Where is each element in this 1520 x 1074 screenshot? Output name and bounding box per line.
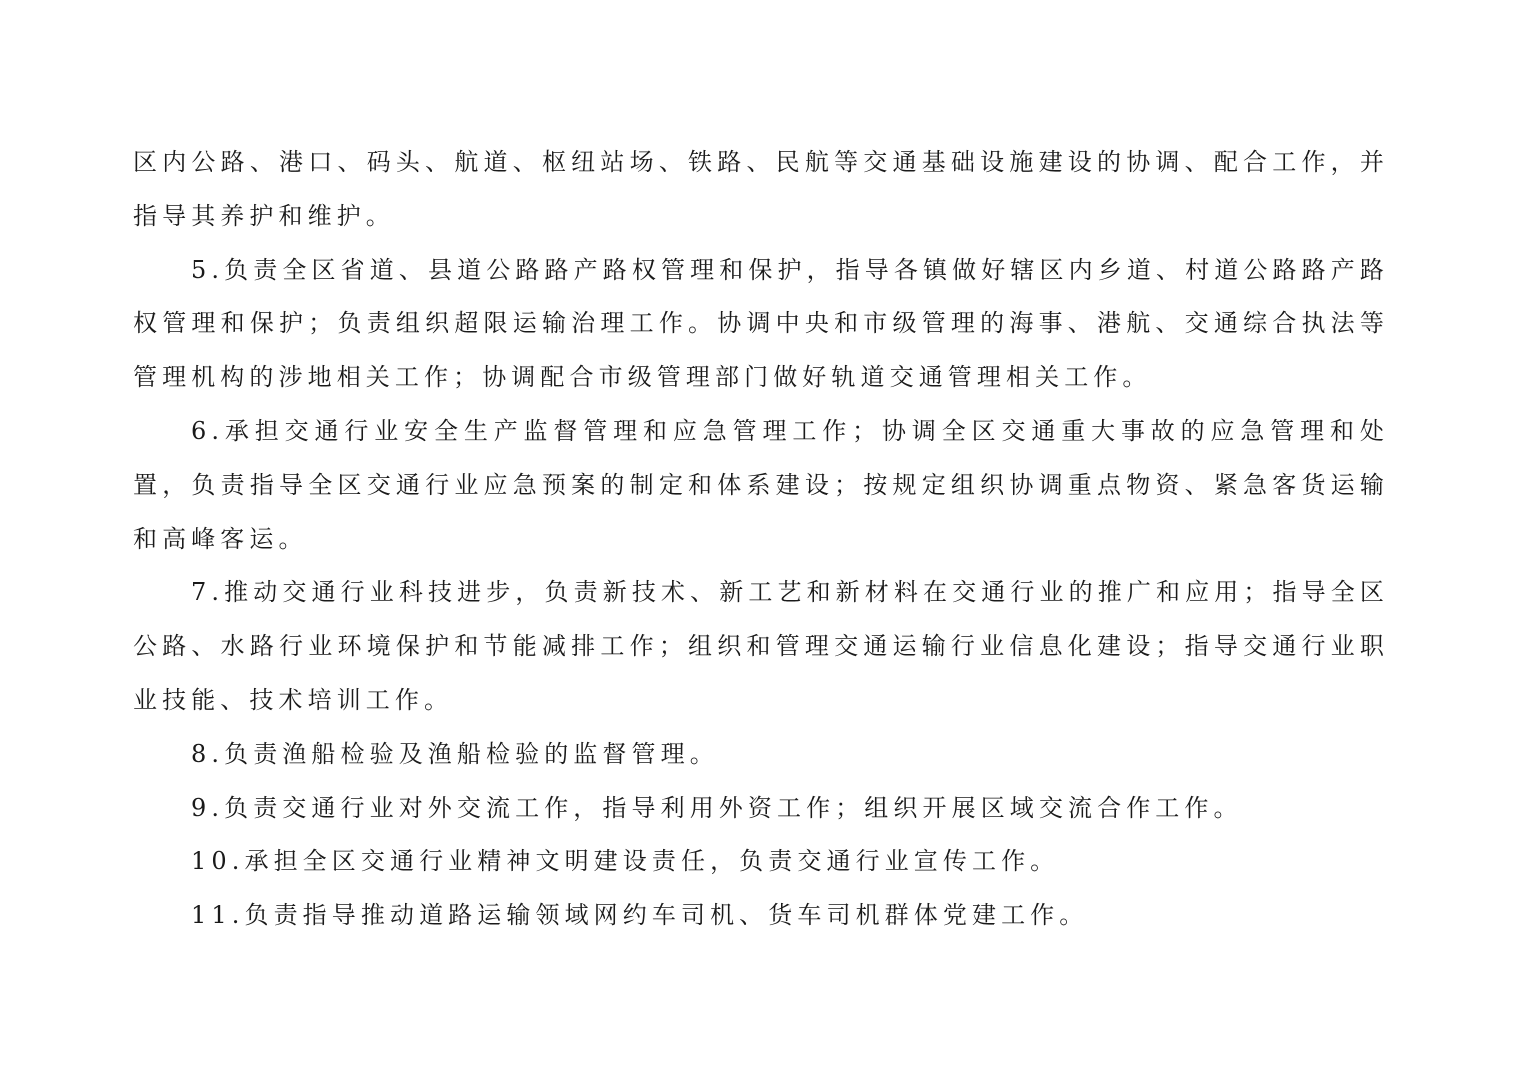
- paragraph-item-5: 5.负责全区省道、县道公路路产路权管理和保护，指导各镇做好辖区内乡道、村道公路路产路权管理和保护；负责组织超限运输治理工作。协调中央和市级管理的海事、港航、交通综合执法等管理机构的涉地相关工作；协调配合市级管理部门做好轨道交通管理相关工作。: [133, 255, 1389, 392]
- paragraph-item-10: 10.承担全区交通行业精神文明建设责任，负责交通行业宣传工作。: [191, 847, 1060, 876]
- paragraph-item-7: 7.推动交通行业科技进步，负责新技术、新工艺和新材料在交通行业的推广和应用；指导全区公路、水路行业环境保护和节能减排工作；组织和管理交通运输行业信息化建设；指导交通行业职业技能、技术培训工作。: [133, 578, 1389, 714]
- paragraph-item-8: 8.负责渔船检验及渔船检验的监督管理。: [191, 739, 719, 768]
- paragraph-item-6: 6.承担交通行业安全生产监督管理和应急管理工作；协调全区交通重大事故的应急管理和处置，负责指导全区交通行业应急预案的制定和体系建设；按规定组织协调重点物资、紧急客货运输和高峰客运。: [133, 416, 1389, 553]
- paragraph-item-11: 11.负责指导推动道路运输领域网约车司机、货车司机群体党建工作。: [191, 901, 1089, 930]
- paragraph-continuation: 区内公路、港口、码头、航道、枢纽站场、铁路、民航等交通基础设施建设的协调、配合工作，并指导其养护和维护。: [133, 148, 1389, 230]
- document-body: [133, 136, 1389, 943]
- paragraph-item-9: 9.负责交通行业对外交流工作，指导利用外资工作；组织开展区域交流合作工作。: [191, 793, 1243, 822]
